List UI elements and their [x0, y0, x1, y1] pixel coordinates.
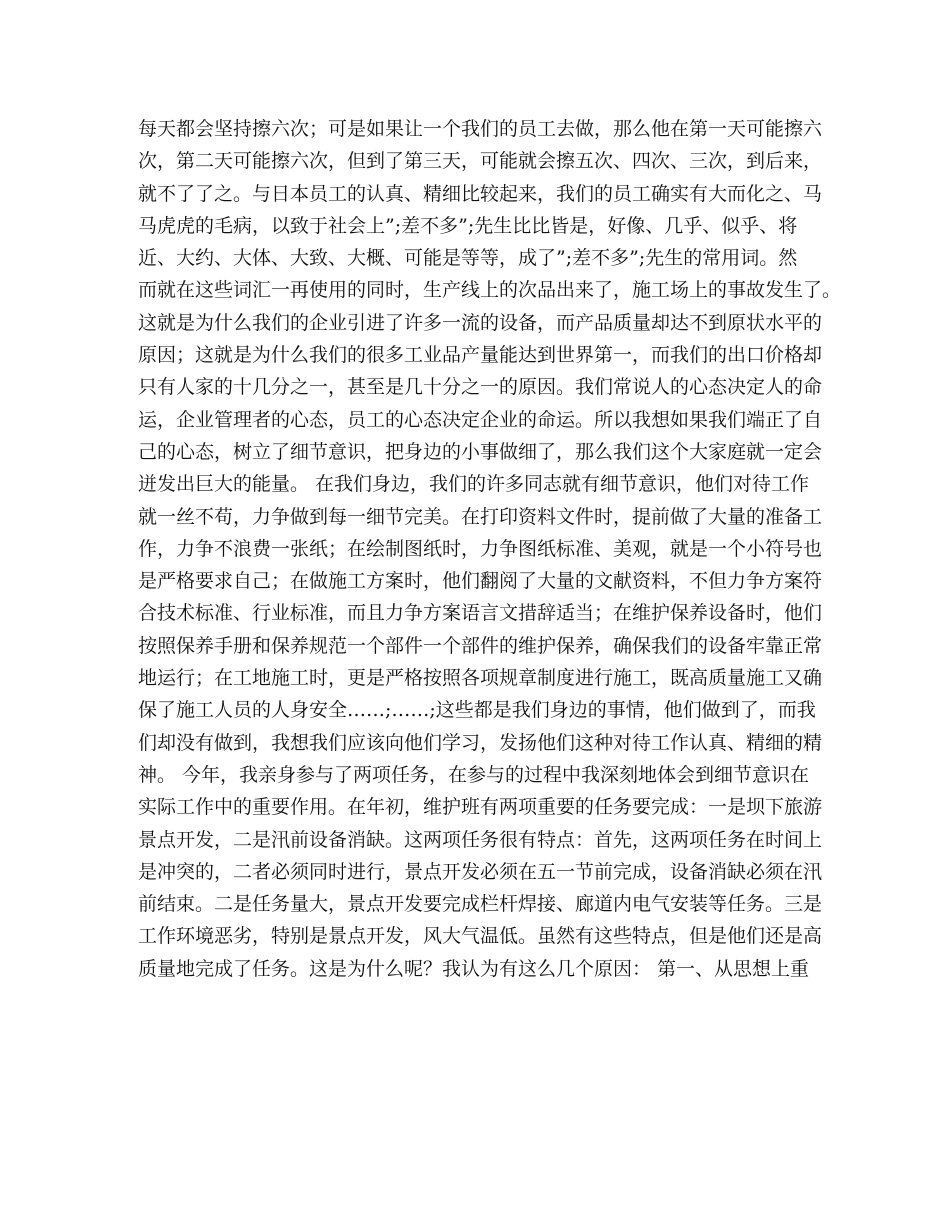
text-line: 质量地完成了任务。这是为什么呢？我认为有这么几个原因： 第一、从思想上重 [138, 957, 810, 980]
text-line: 原因；这就是为什么我们的很多工业品产量能达到世界第一，而我们的出口价格却 [138, 344, 823, 367]
text-line: 己的心态，树立了细节意识，把身边的小事做细了，那么我们这个大家庭就一定会 [138, 440, 823, 463]
text-line: 次，第二天可能擦六次，但到了第三天，可能就会擦五次、四次、三次，到后来， [138, 150, 823, 173]
text-line: 们却没有做到，我想我们应该向他们学习，发扬他们这种对待工作认真、精细的精 [138, 731, 823, 754]
text-line: 近、大约、大体、大致、大概、可能是等等，成了”;差不多”;先生的常用词。然 [138, 247, 798, 270]
text-line: 是冲突的，二者必须同时进行，景点开发必须在五一节前完成，设备消缺必须在汛 [138, 860, 823, 883]
text-line: 是严格要求自己；在做施工方案时，他们翻阅了大量的文献资料，不但力争方案符 [138, 570, 823, 593]
text-line: 景点开发，二是汛前设备消缺。这两项任务很有特点：首先，这两项任务在时间上 [138, 828, 823, 851]
text-line: 按照保养手册和保养规范一个部件一个部件的维护保养，确保我们的设备牢靠正常 [138, 634, 823, 657]
text-line: 就一丝不苟，力争做到每一细节完美。在打印资料文件时，提前做了大量的准备工 [138, 505, 823, 528]
text-line: 地运行；在工地施工时，更是严格按照各项规章制度进行施工，既高质量施工又确 [138, 667, 823, 690]
text-line: 保了施工人员的人身安全……;……;这些都是我们身边的事情，他们做到了，而我 [138, 699, 816, 722]
text-line: 马虎虎的毛病，以致于社会上”;差不多”;先生比比皆是，好像、几乎、似乎、将 [138, 214, 798, 237]
body-text [138, 113, 842, 985]
text-line: 神。 今年，我亲身参与了两项任务，在参与的过程中我深刻地体会到细节意识在 [138, 763, 810, 786]
text-line: 这就是为什么我们的企业引进了许多一流的设备，而产品质量却达不到原状水平的 [138, 311, 823, 334]
text-line: 作，力争不浪费一张纸；在绘制图纸时，力争图纸标准、美观，就是一个小符号也 [138, 537, 823, 560]
text-line: 前结束。二是任务量大，景点开发要完成栏杆焊接、廊道内电气安装等任务。三是 [138, 893, 823, 916]
text-line: 只有人家的十几分之一，甚至是几十分之一的原因。我们常说人的心态决定人的命 [138, 376, 823, 399]
text-line: 而就在这些词汇一再使用的同时，生产线上的次品出来了，施工场上的事故发生了。 [138, 279, 842, 302]
text-line: 每天都会坚持擦六次；可是如果让一个我们的员工去做，那么他在第一天可能擦六 [138, 118, 823, 140]
text-line: 迸发出巨大的能量。 在我们身边，我们的许多同志就有细节意识，他们对待工作 [138, 473, 810, 496]
text-line: 合技术标准、行业标准，而且力争方案语言文措辞适当；在维护保养设备时，他们 [138, 602, 823, 625]
text-line: 工作环境恶劣，特别是景点开发，风大气温低。虽然有这些特点，但是他们还是高 [138, 925, 823, 948]
text-line: 运，企业管理者的心态，员工的心态决定企业的命运。所以我想如果我们端正了自 [138, 408, 823, 431]
text-line: 就不了了之。与日本员工的认真、精细比较起来，我们的员工确实有大而化之、马 [138, 182, 823, 205]
text-line: 实际工作中的重要作用。在年初，维护班有两项重要的任务要完成：一是坝下旅游 [138, 796, 823, 819]
